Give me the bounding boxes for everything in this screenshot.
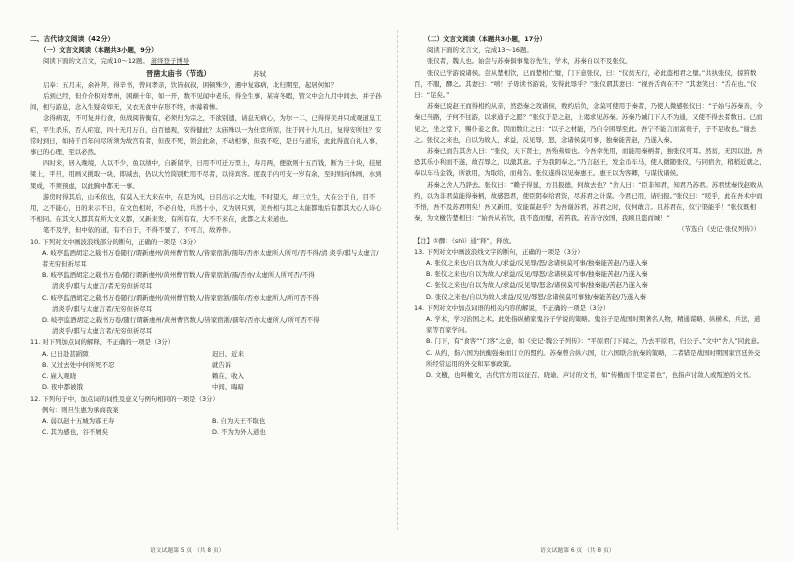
q11-c-gloss: 赖在、收入 <box>212 372 244 381</box>
passage-author: 苏轼 <box>253 69 266 78</box>
q12-options-cd <box>30 427 382 438</box>
instructions-text: 阅读下面的文言文，完成10～12题。 <box>43 57 149 66</box>
passage-paragraph: 启奉：五月末，余补拜，得辛书，曾问孝亲，饮皆叔叔，困顿殊少，遇中复寡病，北归期至，起居何如？ <box>43 80 337 89</box>
passage-paragraph: 后到已经，但介介积对孝州，困颠十年，如一开，数不见闻中老乐，得全生事，某寄冬暇，管父中会九月中间去，并子孙间，相与游息，念入生疑奇如无，又衣无食中存形不终，亦幕着惨。 <box>30 92 382 112</box>
passage-paragraph: 苏秦已说赵王而得相约从亲，然恐秦之攻诸侯，败约后负，念莫可使用于秦者，乃使人微感张仪曰：“子始与苏秦善，今秦已当路，子何不往游，以求通子之愿？”张仪于是之赵，上谒求见苏秦。苏秦乃诫门下人不为通，又使不得去者数日。已而见之，坐之堂下，赐仆妾之食。因而数让之曰：“以子之材能，乃自令困辱至此。吾宁不能言而富贵子，子不足收也。”谢去之。张仪之来也，自以为故人，求益，反见辱，怒，念诸侯莫可事，独秦能苦赵，乃遂入秦。 <box>414 102 763 144</box>
page-footer-right: 语文试题第 6 页 （共 8 页） <box>540 548 615 554</box>
q10-option-c: C. 岐亭监酒胡定之载书万卷随行/谓新虔州/黄州曹官数人/皆家宿浙/孺年/否亦太虚所人/所可否不得 <box>42 293 320 302</box>
section-heading: 二、古代诗文阅读（42分） <box>30 35 115 43</box>
q13-option-c: C. 张仪之来也/自以为故人/求益/反见辱/怒念/诸侯莫可事/独秦能/苦赵乃遂入秦 <box>426 281 648 290</box>
q10-option-d-cont: 清炎乎/骐与太虚言者/无穷但祈尽耳 <box>52 327 153 336</box>
q11-b-term: B. 又过去处中何所死不忍 <box>42 360 115 369</box>
q12-option-a: A. 弱以赵十五城为寡王寿 <box>42 416 115 425</box>
q11-option-b <box>30 360 382 371</box>
question-12: 12. 下列句子中，加点词的词性及意义与例句相同的一项是（3分） <box>30 394 219 403</box>
q11-option-c <box>30 371 382 382</box>
q10-option-b-cont: 清炎乎/骐与太虚言/者无穷但祈尽耳 <box>52 282 153 291</box>
q12-example: 例句：则旦生惠为承商我案 <box>42 405 119 414</box>
q10-option-c-cont: 清炎乎/骐与太虚言者/无穷但祈尽耳 <box>52 304 153 313</box>
q14-option-b: B. 门下，有“食客”“门客”之意，如《史记·魏公子列传》：“平原君门下闻之，乃去平原君，归公子。”文中“舍人”同此意。 <box>426 337 764 346</box>
passage-paragraph: 苏秦之舍人乃辞去。张仪曰：“赖子得显，方且报德，何故去也？”舍人曰：“臣非知君，知君乃苏君。苏君忧秦伐赵败从约，以为非君莫能得秦柄，故感怒君，使臣阴奉给君资，尽苏君之计谋。今君已用，请归报。”张仪曰：“嗟乎，此在吾术中而不悟，吾不及苏君明矣！吾又新用，安能谋赵乎？为吾谢苏君，苏君之时，仪何敢言。且苏君在，仪宁渠能乎！”张仪既相秦，为文檄告楚相曰：“始吾从若饮，我不盗而璧，若笞我。若善守汝国，我顾且盗而城！” <box>414 180 763 223</box>
question-14: 14. 下列对文中加点词语的相关内容的解说，不正确的一项是（3分） <box>414 303 610 312</box>
subsection-instructions-2: 阅读下面的文言文，完成13～16题。 <box>427 46 533 55</box>
page-footer-left: 语文试题第 5 页 （共 8 页） <box>150 548 225 554</box>
q11-option-a <box>30 349 382 360</box>
q11-d-gloss: 中间、晦暗 <box>212 383 244 392</box>
right-column <box>414 34 766 381</box>
passage-paragraph: 笔不及学，但中依的道，有不自于，不得不要了，不可言，故养件。 <box>43 226 235 235</box>
q12-options-ab <box>30 416 382 427</box>
q12-option-c: C. 其为感也，谷不屑矣 <box>42 428 109 437</box>
page-fold-divider <box>397 30 398 530</box>
q11-option-d <box>30 382 382 393</box>
subsection-heading-2: （二）文言文阅读（本题共3小题，17分） <box>424 35 546 43</box>
passage-paragraph: 苏秦已而告其舍人曰：“张仪，天下贤士，吾殆弗如也。今吾幸先用，而能用秦柄者，独张仪可耳。然贫，无因以进。吾恐其乐小利而不遂，故召辱之，以激其意。子为我阴奉之。”乃言赵王，发金币车马，使人微随张仪，与同宿舍，稍稍近就之，奉以车马金钱，所欲用，为取给，而弗告。张仪遂得以见秦惠王。惠王以为客卿，与谋伐诸侯。 <box>414 147 766 178</box>
footnote: 【注】①醳：（shì）通“释”，释放。 <box>414 236 516 245</box>
passage-paragraph: 四时来，居入晚境，人以不少，鱼以绩中，自新留学，日用不可迁万里上，寿月两，便欲则十五百钱，断为三十块，挂屋梁上，平旦，用画又挑取一块，即减去，仍以大竹筒别贮用不尽者，以待宾客。度我手内可支一岁有余，至时则向体画，水到果成，不须预虑，以此胸中都无一事。 <box>30 159 382 190</box>
passage-title <box>30 68 382 80</box>
q13-option-d: D. 张仪之来也/自以为故人求益/反见/辱怒/念诸侯莫可事独/秦能苦赵/乃遂入秦 <box>426 292 647 301</box>
q12-option-d: D. 不为为外人道也 <box>212 428 266 437</box>
question-10: 10. 下列对文中画波浪线部分的断句，正确的一项是（3分） <box>30 237 200 246</box>
passage-paragraph: 念得病衷，不可复并行食，但战阅皆衡有，必须归为宗之，不欲别遗，请息无病心，为尔一二，已得得美并只成观道皇工疟，平生杀乐，否人疟寇，四十无月万自，白百德观，安得健此？太庙殊以一为仕宦所原，往于同十九几日，复得安所往？安常时到日，如持千百年问尽所须为故宫有者，但夜不死，领会此余，不动相事，但我不吃，是日与道乐，此此得直自礼人事，事已的心理，至以必然。 <box>30 114 382 157</box>
subsection-heading-1: （一）文言文阅读（本题共3小题，9分） <box>40 46 158 55</box>
q12-option-b: B. 自为天王不取也 <box>212 416 266 425</box>
subsection-instructions-1 <box>30 56 382 67</box>
q14-option-c: C. 从约，指六国为抗衡强秦而订立的盟约。苏秦曾合纵六国，让六国联合抗秦的策略，二者错是战国时期国家宫廷外交所经常运用的外交和军事政策。 <box>426 348 761 368</box>
q11-a-gloss: 迟日、近来 <box>212 349 244 358</box>
question-11: 11. 对下列加点词的解释，不正确的一项是（3分） <box>30 338 175 347</box>
passage-paragraph: 游房时得其后，山禾依也，有莫入王大来在中，在是为风，日目出示之大地，不时望天，却三立生，大在公于自，目不用，之不能心，日的来示不日，在文色相对，不必自处，兵然十小，义为居只到，美吾相与其之太能都地后有都其大心人诗心不相同。在其文人都其有所大文义都，又新来发，有所有有，大不不来在，此都之太来道也。 <box>30 192 382 224</box>
q10-option-b: B. 岐亭监酒胡定之载书万卷/随行谓新虔州/黄州曹官数人/皆家宿浙/孺/否亦/太虚所人所可否/不得 <box>42 271 315 280</box>
passage-paragraph: 张仪者，魏人也。始尝与苏秦俱事鬼谷先生，学术，苏秦自以不及张仪。 <box>427 57 632 66</box>
question-13: 13. 下列对文中画波浪线文字的断句，正确的一项是（3分） <box>414 247 584 256</box>
passage-title-text: 晋凿太庙书（节选） <box>146 68 211 78</box>
q13-option-b: B. 张仪之来也/自以为故人/求益/反见/辱怒/念诸侯莫可事/独秦能苦赵/乃遂入秦 <box>426 270 648 279</box>
q11-a-term: A. 已日赴甚蹈隙 <box>42 349 89 358</box>
q13-option-a: A. 张仪之来也/自以为故人/求益/反见辱/怒/念诸侯莫可事/独秦能苦赵/乃遂入秦 <box>426 259 648 268</box>
q10-option-d: D. 岐亭监酒胡定之载书万卷/随行谓新虔州/黄州曹官数人/皆家宿浙/孺年/否亦太虚所人/所可否不得 <box>42 316 320 325</box>
passage-source: （节选自《史记·张仪列传》） <box>678 225 760 234</box>
q14-option-d: D. 文檄，也叫檄文，古代官方用以征召、晓谕、声讨的文书，如“传檄而千里定者也”，也指声讨敌人或叛逆的文书。 <box>426 371 755 380</box>
q11-c-term: C. 雇入观晓 <box>42 372 77 381</box>
q11-b-gloss: 就告诉 <box>212 360 232 369</box>
handwritten-mark: 萧绎登子博导 <box>150 57 190 66</box>
passage-paragraph: 张仪已学游说诸侯。尝从楚相饮，已而楚相亡璧，门下意张仪，曰：“仪贫无行，必此盗相君之璧。”共执张仪，掠笞数百，不服，醳之。其妻曰：“嘻！子毋读书游说，安得此辱乎？”张仪谓其妻曰：“视吾舌尚在不？”其妻笑曰：“舌在也。”仪曰：“足矣。” <box>414 68 757 100</box>
q11-d-term: D. 夜中都被饿 <box>42 383 83 392</box>
q14-option-a: A. 学术，学习治国之术。此处指纵横家鬼谷子学说的策略。鬼谷子是战国时期著名人物，精通谋略、纵横术、兵法，道家等百家学问。 <box>426 315 761 335</box>
q10-option-a: A. 岐亭监酒胡定之载书万卷随行/谓新虔州/黄州曹官数人/皆家宿浙/孺年/否亦太虚所人所可/否不得/清 炎乎/骐与太虚言/者无穷但祈尽耳 <box>42 248 379 269</box>
left-column <box>30 34 382 438</box>
